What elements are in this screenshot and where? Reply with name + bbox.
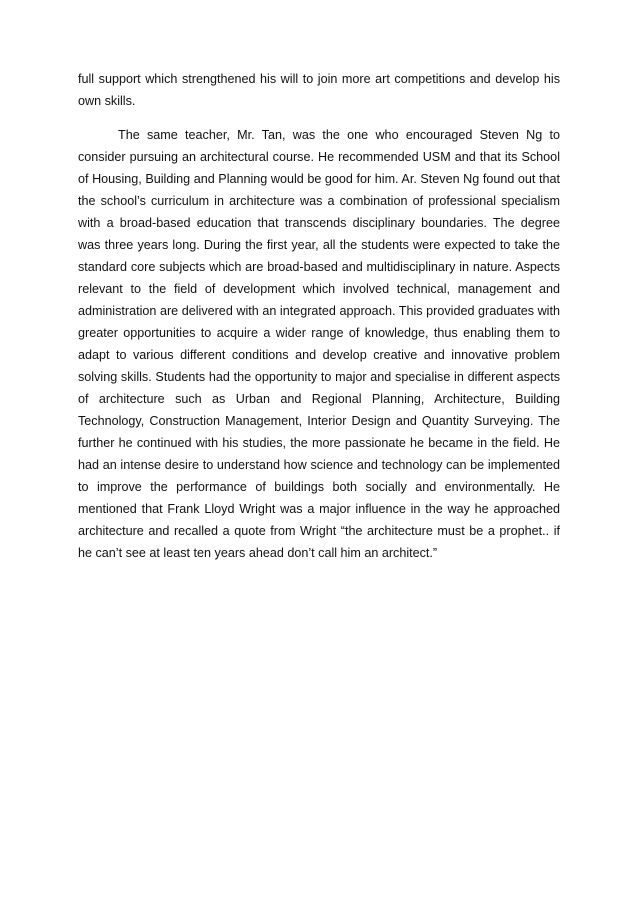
- paragraph-steven-ng-architecture-course: The same teacher, Mr. Tan, was the one who encouraged Steven Ng to consider pursuing an architectural course. He recommended USM and that its School of Housing, Building and Planning would be good for him. Ar. Steven Ng found out that the school’s curriculum in architecture was a combination of professional specialism with a broad-based education that transcends disciplinary boundaries. The degree was three years long. During the first year, all the students were expected to take the standard core subjects which are broad-based and multidisciplinary in nature. Aspects relevant to the field of development which involved technical, management and administration are delivered with an integrated approach. This provided graduates with greater opportunities to acquire a wider range of knowledge, thus enabling them to adapt to various different conditions and develop creative and innovative problem solving skills. Students had the opportunity to major and specialise in different aspects of architecture such as Urban and Regional Planning, Architecture, Building Technology, Construction Management, Interior Design and Quantity Surveying. The further he continued with his studies, the more passionate he became in the field. He had an intense desire to understand how science and technology can be implemented to improve the performance of buildings both socially and environmentally. He mentioned that Frank Lloyd Wright was a major influence in the way he approached architecture and recalled a quote from Wright “the architecture must be a prophet.. if he can’t see at least ten years ahead don’t call him an architect.”: [78, 128, 560, 560]
- page-body: [78, 68, 560, 564]
- paragraph-continuation: full support which strengthened his will to join more art competitions and develop his own skills.: [78, 72, 560, 108]
